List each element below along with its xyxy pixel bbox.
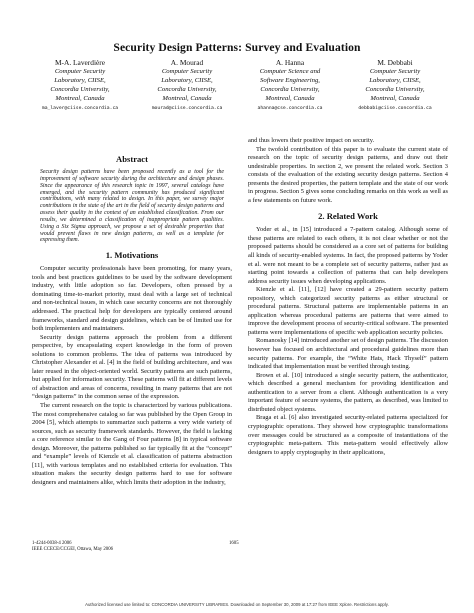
section-heading-motivations: 1. Motivations [105,250,159,261]
author-name: A. Hanna [275,58,305,67]
author-email: debbabi@ciise.concordia.ca [358,105,432,111]
paragraph: Yoder et al., in [15] introduced a 7-pattern catalog. Although some of these patterns are related to each others, it is not clear whether or not the proposed patterns should be considered as a core set of patterns for building all kinds of security-enabled systems. In fact, the proposed patterns by Yoder et al. were not meant to be a complete set of security patterns, rather just as starting point towards a collection of patterns that can help developers address security issues when developing applications. [248,226,448,285]
author-name: M. Debbabi [377,58,413,67]
author-affiliation: Montreal, Canada [162,94,212,102]
author-affiliation: Computer Security [369,67,421,75]
abstract-heading: Abstract [116,154,148,164]
author-affiliation: Montreal, Canada [370,94,420,102]
footer-conference: IEEE CCECE/CCGEI, Ottawa, May 2006 [32,547,114,553]
author-affiliation: Concordia University, [365,85,425,93]
author-block [339,59,451,113]
paragraph: Kienzle et al. [11], [12] have created a 29-pattern security pattern repository, which categorized security patterns as either structural or procedural patterns. Structural patterns are implementable patterns in an application whereas procedural patterns are patterns that were aimed to improve the development process of security-critical software. The presented patterns were implementations of specific web application security policies. [248,286,448,336]
paragraph: The current research on the topic is characterized by various publications. The most comprehensive catalog so far was published by the Open Group in 2004 [5], which attempts to summarize such patterns a very wide variety of sources, such as security framework standards. However, the field is lacking a core reference similar to the Gang of Four patterns [8] in typical software design. Moreover, the patterns published so far typically fit at the “concept” and “example” levels of Kienzle et al. classification of patterns abstraction [11], with various templates and no established criteria for evaluation. This situation makes the security design patterns hard to use for software designers and maintainers alike, which limits their adoption in the industry, [32,402,232,486]
author-email: ma_laver@ciise.concordia.ca [41,105,119,111]
left-column [32,154,232,488]
abstract-text: Security design patterns have been proposed recently as a tool for the improvement of software security during the architecture and design phases. Since the appearance of this research topic in 1997, several catalogs have emerged, and the security pattern community has produced significant contributions, with many related to design. In this paper, we survey major contributions in the state of the art in the field of security design patterns and assess their quality in the context of an established classification. From our results, we determined a classification of inappropriate pattern qualities. Using a Six Sigma approach, we propose a set of desirable properties that would prevent flaws in new design patterns, as well as a template for expressing them. [40,169,224,244]
footer-publication [32,541,113,554]
author-affiliation: Software Engineering, [260,76,320,84]
paragraph: Brown et al. [10] introduced a single security pattern, the authenticator, which described a general mechanism for providing identification and authentication to a server from a client. Although authentication is a very important feature of secure systems, the pattern, as described, was limited to distributed object systems. [248,371,448,413]
paragraph: Security design patterns approach the problem from a different perspective, by encapsulating expert knowledge in the form of proven solutions to common problems. The idea of patterns was introduced by Christopher Alexander et al. [4] in the field of building architecture, and was later reused in the object-oriented world. Security patterns are such patterns, but applied for information security. These patterns will fit at different levels of abstraction and areas of concerns, resulting in many patterns that are not “design patterns” in the common sense of the expression. [32,333,232,401]
author-name: M-A. Laverdière [54,58,106,67]
section-heading-related-work: 2. Related Work [318,211,378,222]
paper-title: Security Design Patterns: Survey and Evaluation [113,41,361,54]
page-number: 1605 [229,541,239,546]
paragraph: and thus lowers their positive impact on security. [248,137,375,144]
license-notice: Authorized licensed use limited to: CONCORDIA UNIVERSITY LIBRARIES. Downloaded on September 30, 2009 at 17:27 from IEEE Xplore. Restrictions apply. [85,602,389,607]
footer-isbn: 1-4244-0038-4 2006 [32,541,72,546]
author-affiliation: Computer Security [161,67,213,75]
author-block [234,59,346,113]
author-email: mourad@ciise.concordia.ca [151,105,223,111]
author-affiliation: Montreal, Canada [265,94,315,102]
author-affiliation: Concordia University, [260,85,320,93]
paragraph: The twofold contribution of this paper is to evaluate the current state of research on the topic of security design patterns, and draw out their undesirable properties. In section 2, we present the related work. Section 3 consists of the evaluation of the existing security design patterns. Section 4 presents the desired properties, the pattern template and the state of our work in progress. Section 5 gives some concluding remarks on this work as well as a few statements on future work. [248,145,448,204]
author-affiliation: Laboratory, CIISE, [54,76,106,84]
author-email: ahanna@cse.concordia.ca [257,105,323,111]
author-name: A. Mourad [170,58,204,67]
author-block [24,59,136,113]
paragraph: Computer security professionals have been promoting, for many years, tools and best practices guidelines to be used by the software development industry, with little adoption so far. Developers, often pressed by a dominating time-to-market priority, must deal with a large set of technical and non-technical issues, in which case security concerns are not thoroughly addressed. The practical help for developers are typically centered around frameworks, standard and design guidelines, which can be of limited use for both implementers and maintainers. [32,265,232,333]
paragraph: Braga et al. [6] also investigated security-related patterns specialized for cryptographic operations. They showed how cryptographic transformations over messages could be structured as a composite of instantiations of the cryptographic meta-pattern. This meta-pattern would effectively allow designers to apply cryptography in their applications, [248,414,448,456]
author-affiliation: Laboratory, CIISE, [369,76,421,84]
author-affiliation: Laboratory, CIISE, [161,76,213,84]
author-affiliation: Montreal, Canada [55,94,105,102]
author-affiliation: Computer Science and [259,67,321,75]
paragraph: Romanosky [14] introduced another set of design patterns. The discussion however has focused on architectural and procedural guidelines more than security patterns. For example, the “White Hats, Hack Thyself” pattern indicated that implementation must be verified through testing. [248,337,448,371]
author-block [131,59,243,113]
author-affiliation: Concordia University, [50,85,110,93]
author-affiliation: Computer Security [54,67,106,75]
right-column [248,137,448,457]
author-affiliation: Concordia University, [157,85,217,93]
